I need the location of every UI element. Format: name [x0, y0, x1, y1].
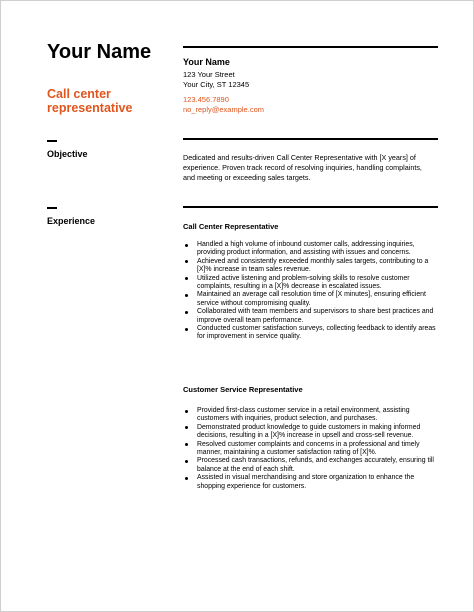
resume-name-heading: Your Name [47, 41, 152, 63]
contact-city: Your City, ST 12345 [183, 80, 250, 89]
objective-dash [47, 140, 57, 142]
bullet-icon [185, 328, 188, 331]
bullet-icon [185, 477, 188, 480]
list-item [197, 407, 437, 424]
bullet-icon [185, 443, 188, 446]
experience-label: Experience [47, 216, 96, 226]
objective-rule [183, 138, 438, 140]
bullet-icon [185, 244, 188, 247]
bullet-text: Resolved customer complaints and concerns in a professional and timely manner, maintaining a customer satisfaction rating of [X]%. [197, 440, 420, 457]
experience-dash [47, 207, 57, 209]
list-item [197, 241, 437, 258]
bullet-icon [185, 426, 188, 429]
bullet-icon [185, 460, 188, 463]
contact-rule [183, 46, 438, 48]
job-2-bullets [197, 407, 437, 491]
bullet-text: Achieved and consistently exceeded monthly sales targets, contributing to a [X]% increase in team sales revenue. [197, 257, 429, 274]
objective-text: Dedicated and results-driven Call Center Representative with [X years] of experience. Proven track record of resolving inquiries, handling complaints, and meeting or exceeding sales targets. [183, 153, 422, 182]
bullet-icon [185, 410, 188, 413]
list-item [197, 308, 437, 325]
bullet-text: Provided first-class customer service in a retail environment, assisting customers with inquiries, product selection, and purchases. [197, 407, 410, 423]
bullet-text: Conducted customer satisfaction surveys, collecting feedback to identify areas for improvement in service quality. [197, 325, 436, 341]
bullet-icon [185, 260, 188, 263]
contact-email: no_reply@example.com [183, 105, 264, 114]
job-title-1: Call Center Representative [183, 222, 279, 231]
bullet-text: Maintained an average call resolution time of [X minutes], ensuring efficient service without compromising quality. [197, 291, 426, 307]
contact-phone: 123.456.7890 [183, 95, 229, 104]
bullet-text: Demonstrated product knowledge to guide customers in making informed decisions, resulting in a [X]% increase in upsell and cross-sell revenue. [197, 423, 421, 440]
list-item [197, 291, 437, 308]
bullet-icon [185, 311, 188, 314]
resume-job-title: Call center representative [47, 87, 133, 115]
list-item [197, 424, 437, 441]
bullet-text: Assisted in visual merchandising and store organization to enhance the shopping experience for customers. [197, 474, 415, 490]
experience-rule [183, 206, 438, 208]
contact-street: 123 Your Street [183, 70, 235, 79]
bullet-text: Processed cash transactions, refunds, and exchanges accurately, ensuring till balance at the end of each shift. [197, 457, 434, 473]
list-item [197, 325, 437, 342]
bullet-text: Collaborated with team members and supervisors to share best practices and improve overall team performance. [197, 308, 434, 324]
list-item [197, 474, 437, 491]
bullet-icon [185, 277, 188, 280]
bullet-text: Utilized active listening and problem-solving skills to resolve customer complaints, resulting in a [X]% decrease in escalated issues. [197, 274, 410, 291]
contact-name: Your Name [183, 57, 230, 67]
list-item [197, 275, 437, 292]
bullet-text: Handled a high volume of inbound customer calls, addressing inquiries, providing product information, and assisting with issues and concerns. [197, 241, 415, 257]
list-item [197, 441, 437, 458]
job-1-bullets [197, 241, 437, 342]
list-item [197, 258, 437, 275]
job-title-2: Customer Service Representative [183, 385, 303, 394]
list-item [197, 457, 437, 474]
objective-label: Objective [47, 149, 88, 159]
bullet-icon [185, 294, 188, 297]
